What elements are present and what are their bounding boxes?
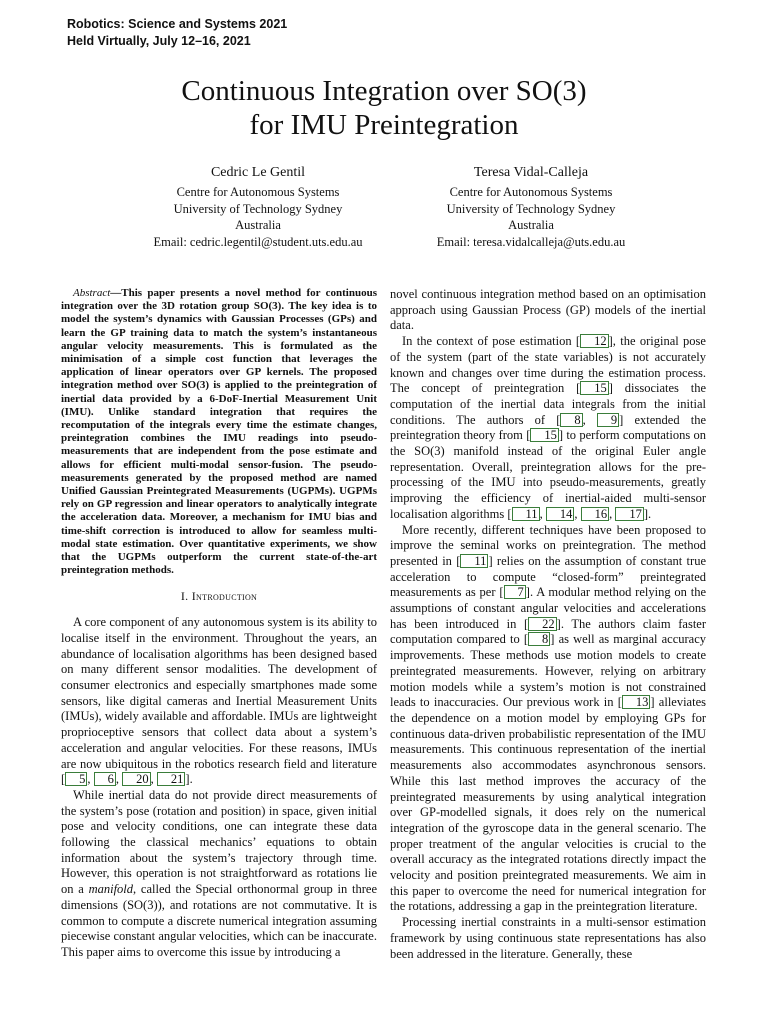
paragraph-text: extended the preintegration theory from: [390, 412, 707, 443]
citation-link[interactable]: 11: [460, 554, 488, 568]
citation-link[interactable]: 17: [615, 507, 644, 521]
citation-link[interactable]: 9: [597, 413, 619, 427]
paragraph-text: . A modular method relying on the assumptions of constant angular velocities and accelerations has been introduced in: [390, 585, 706, 631]
left-column: [61, 287, 377, 961]
citation-link[interactable]: 20: [122, 772, 151, 786]
title-line-2: for IMU Preintegration: [249, 109, 519, 141]
paragraph-text: While inertial data do not provide direct measurements of the system’s pose (rotation and position) in space, given initial pose and velocity conditions, one can integrate these data following the classical mechanics’ equations to obtain information about the system’s trajectory through time. However, this operation is not straightforward as rotations lie on a: [61, 787, 377, 897]
author-block: [108, 163, 408, 250]
section-number: I.: [180, 589, 192, 604]
paragraph: In the context of pose estimation [ 12 ], the original pose of the system (part of the state variables) is not accurately known and changes over time during the estimation process. The concept of preintegration [ 15 ] dissociates the computation of the inertial data integrals from the initial conditions. The authors of [ 8 , 9 ] extended the preintegration theory from [ 15 ] to perform computations on the SO(3) manifold instead of the original Euler angle representation. Overall, preintegration allows for the pre-processing of the IMU into pseudo-measurements, greatly improving the efficiency of inertial-aided multi-sensor localisation algorithms [ 11 , 14 , 16 , 17 ].: [390, 334, 707, 521]
citation-link[interactable]: 14: [546, 507, 575, 521]
author-university: University of Technology Sydney: [446, 201, 616, 216]
emphasis: manifold: [88, 882, 134, 897]
abstract-label: Abstract: [73, 287, 111, 299]
citation-link[interactable]: 16: [581, 507, 610, 521]
author-affiliation: Centre for Autonomous Systems: [449, 185, 613, 199]
paragraph-text: More recently, different techniques have been proposed to improve the seminal works on preintegration. The method presented in: [390, 522, 706, 568]
citation-link[interactable]: 21: [157, 772, 186, 786]
paper-title: [0, 74, 768, 142]
citation-link[interactable]: 15: [530, 428, 559, 442]
paragraph-text: .: [189, 772, 193, 787]
paragraph-text: relies on the assumption of constant true acceleration to compute “closed-form” preintegrated measurements as per: [390, 553, 706, 600]
paragraph: Processing inertial constraints in a multi-sensor estimation framework by using continuous state representations has also been addressed in the literature. Generally, these: [390, 915, 706, 961]
paragraph-text: as well as marginal accuracy improvements. These methods use motion models to create preintegrated measurements. However, relying on arbitrary motion models while a system’s motion is not constrained leads to inaccuracies. Our previous work in: [390, 632, 706, 710]
section-heading: [61, 589, 377, 605]
author-email: Email: cedric.legentil@student.uts.edu.au: [153, 234, 363, 249]
conference-header: [67, 16, 287, 50]
author-affiliation: Centre for Autonomous Systems: [176, 185, 340, 199]
author-university: University of Technology Sydney: [173, 201, 343, 216]
abstract: [61, 287, 377, 577]
paragraph-text: dissociates the computation of the inertial data integrals from the initial conditions. The authors of: [390, 381, 706, 427]
citation-link[interactable]: 5: [65, 772, 87, 786]
paragraph-text: , called the Special orthonormal group in three dimensions (SO(3)), and rotations are not commutative. It is common to compute a discrete numerical integration assuming piecewise constant angular velocities, which can be inaccurate. This paper aims to overcome this issue by introducing a: [61, 882, 377, 959]
author-country: Australia: [508, 218, 554, 232]
title-line-1: Continuous Integration over SO(3): [181, 75, 587, 107]
abstract-text: —This paper presents a novel method for continuous integration over the 3D rotation group SO(3). The key idea is to model the system’s dynamics with Gaussian Processes (GPs) and learn the GP training data to match the system’s instantaneous angular velocity measurements. This is formulated as the minimisation of a simple cost function that leverages the application of linear operators over GP kernels. The proposed integration method over SO(3) is applied to the preintegration of inertial data provided by a 6-DoF-Inertial Measurement Unit (IMU). Unlike standard integration that requires the recomputation of the integrals every time the estimate changes, preintegration combines the IMU readings into pseudo-measurements that are independent from the pose estimate and allows for efficient multi-modal sensor-fusion. The pseudo-measurements generated by the proposed method are named Unified Gaussian Preintegrated Measurements (UGPMs). UGPMs rely on GP regression and linear operators to analytically integrate the acceleration data. Moreover, a mechanism for IMU bias and time-shift correction is introduced to allow for seamless multi-modal state estimation. Over quantitative experiments, we show that the UGPMs outperform the current state-of-the-art preintegration methods.: [61, 287, 377, 577]
paragraph-text: alleviates the dependence on a motion model by employing GPs for continuous data-driven probabilistic representation of the IMU measurements. This continuous representation of the inertial measurements also accommodates asynchronous sensors. While this last method improves the accuracy of the preintegrated measurements by using analytical integration over GP-modelled signals, it does rely on the numerical integration of the gyroscope data in the general scenario. The proper treatment of the angular velocities is crucial to the overall accuracy as the integrated rotations directly impact the velocity and position preintegrated measurements. We aim in this paper to overcome the need for numerical integration for the rotations, addressing a gap in the preintegration literature.: [390, 695, 706, 914]
citation-link[interactable]: 11: [512, 507, 540, 521]
author-block: [381, 163, 681, 250]
paragraph: novel continuous integration method based on an optimisation approach using Gaussian Process (GP) models of the inertial data.: [390, 287, 706, 333]
citation-link[interactable]: 22: [528, 617, 557, 631]
paragraph-text: In the context of pose estimation: [402, 334, 576, 349]
paragraph-text: , the original pose of the system (part of the state variables) is not accurately known and changes over time during the estimation process. The concept of preintegration: [390, 334, 706, 396]
conference-location: Held Virtually, July 12–16, 2021: [67, 34, 251, 48]
paragraph: More recently, different techniques have been proposed to improve the seminal works on preintegration. The method presented in [ 11 ] relies on the assumption of constant true acceleration to compute “closed-form” preintegrated measurements as per [ 7 ]. A modular method relying on the assumptions of constant angular velocities and accelerations has been introduced in [ 22 ]. The authors claim faster computation compared to [ 8 ] as well as marginal accuracy improvements. These methods use motion models to create preintegrated measurements. However, relying on arbitrary motion models while a system’s motion is not constrained leads to inaccuracies. Our previous work in [ 13 ] alleviates the dependence on a motion model by employing GPs for continuous data-driven probabilistic representation of the IMU measurements. This continuous representation of the inertial measurements also accommodates asynchronous sensors. While this last method improves the accuracy of the preintegrated measurements by using analytical integration over GP-modelled signals, it does rely on the numerical integration of the gyroscope data in the general scenario. The proper treatment of the angular velocities is crucial to the overall accuracy as the integrated rotations directly impact the velocity and position preintegrated measurements. We aim in this paper to overcome the need for numerical integration for the rotations, addressing a gap in the preintegration literature.: [390, 522, 706, 914]
right-column: [390, 287, 706, 962]
citation-link[interactable]: 12: [580, 334, 609, 348]
paragraph-text: . The authors claim faster computation compared to: [390, 616, 706, 647]
section-title: Introduction: [191, 589, 258, 604]
paragraph: A core component of any autonomous system is its ability to localise itself in the environment. Throughout the years, an abundance of localisation algorithms has been designed based on many different sensor modalities. The development of consumer electronics and especially smartphones made some sensors, like digital cameras and Inertial Measurement Units (IMUs), widely available and affordable. IMUs are lightweight proprioceptive sensors that collect data about a system’s acceleration and angular velocities. For these reasons, IMUs are now ubiquitous in the robotics research field and literature [ 5 , 6 , 20 , 21 ].: [61, 615, 377, 787]
author-email: Email: teresa.vidalcalleja@uts.edu.au: [436, 234, 626, 249]
citation-link[interactable]: 8: [560, 413, 582, 427]
paragraph: [61, 788, 377, 961]
citation-link[interactable]: 15: [580, 381, 609, 395]
paragraph-text: .: [647, 506, 652, 521]
author-name: Cedric Le Gentil: [210, 165, 306, 180]
paragraph-text: A core component of any autonomous system is its ability to localise itself in the environment. Throughout the years, an abundance of localisation algorithms has been designed based on many different sensor modalities. The development of consumer electronics and especially smartphones made some sensors, like digital cameras and Inertial Measurement Units (IMUs), widely available and affordable. IMUs are lightweight proprioceptive sensors that collect data about a system’s acceleration and angular velocities. For these reasons, IMUs are now ubiquitous in the robotics research field and literature: [61, 615, 377, 771]
citation-link[interactable]: 13: [622, 695, 651, 709]
citation-link[interactable]: 7: [504, 585, 526, 599]
citation-link[interactable]: 6: [94, 772, 116, 786]
conference-name: Robotics: Science and Systems 2021: [67, 17, 288, 31]
citation-link[interactable]: 8: [528, 632, 550, 646]
author-name: Teresa Vidal-Calleja: [473, 165, 589, 180]
paragraph-text: to perform computations on the SO(3) manifold instead of the original Euler angle representation. Overall, preintegration allows for the pre-processing of the IMU into pseudo-measurements, greatly improving the efficiency of inertial-aided multi-sensor localisation algorithms: [390, 428, 706, 521]
author-country: Australia: [235, 218, 281, 232]
